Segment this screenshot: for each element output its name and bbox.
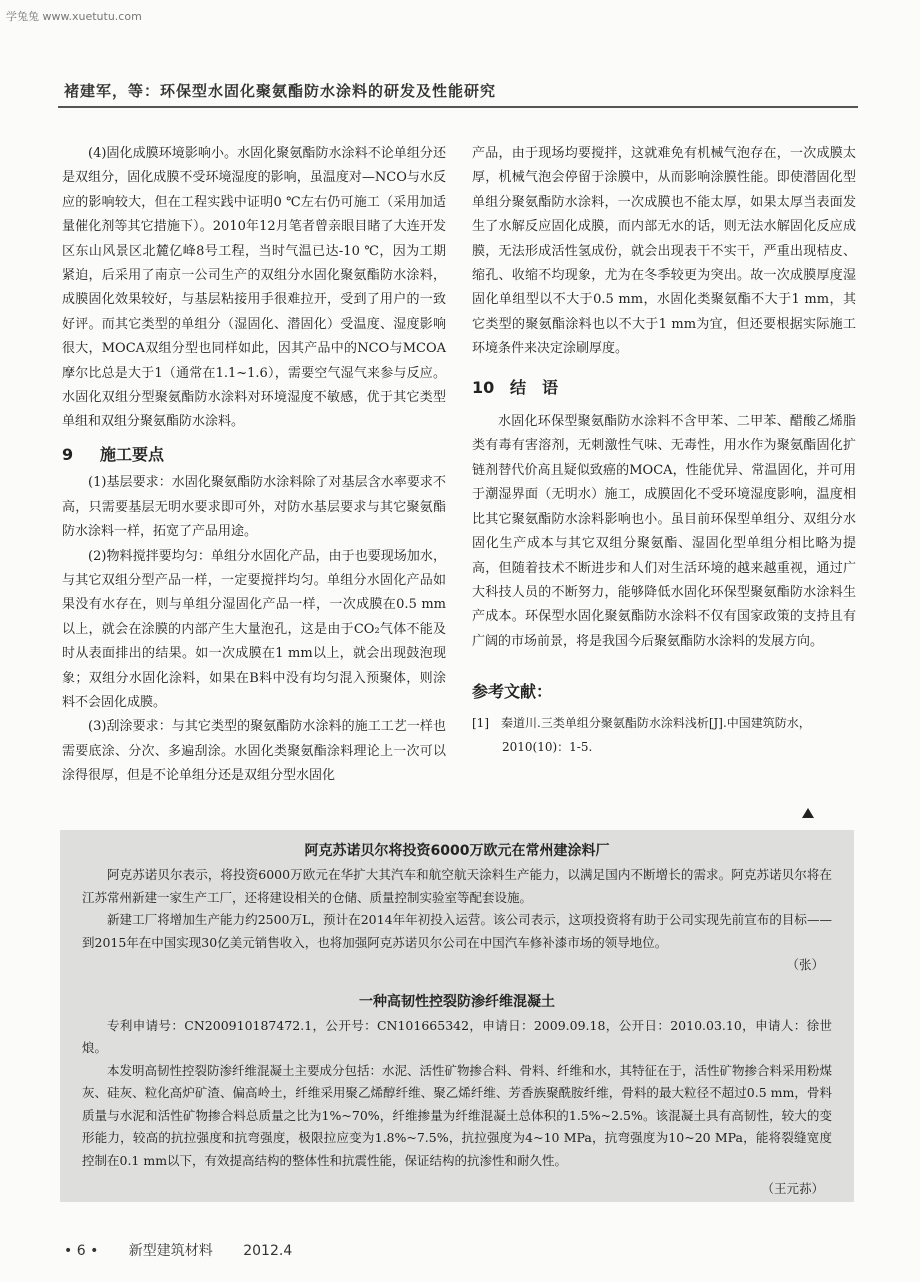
news-title: 阿克苏诺贝尔将投资6000万欧元在常州建涂料厂	[304, 843, 610, 859]
section-title: 结 语	[510, 377, 559, 397]
paragraph: (2)物料搅拌要均匀：单组分水固化产品，由于也要现场加水，与其它双组分型产品一样，一定要搅拌均匀。单组分水固化产品如果没有水存在，则与单组分湿固化产品一样，一次成膜在0.5 mm以上，就会在涂膜的内部产生大量泡孔，这是由于CO₂气体不能及时从表面排出的结果。如一次成膜在1 mm以上，就会出现鼓泡现象；双组分水固化涂料，如果在B料中没有均匀混入预聚体，则涂料不会固化成膜。	[62, 548, 446, 710]
left-column	[62, 142, 446, 789]
journal-name: 新型建筑材料	[128, 1243, 213, 1259]
page-footer	[64, 1240, 318, 1260]
section-title: 施工要点	[100, 444, 165, 464]
reference-item: [1] 秦道川.三类单组分聚氨酯防水涂料浅析[J].中国建筑防水，2010(10)：1-5.	[472, 715, 811, 754]
news-paragraph: 专利申请号：CN200910187472.1，公开号：CN101665342，申请日：2009.09.18，公开日：2010.03.10，申请人：徐世烺。	[82, 1017, 832, 1055]
section-number: 10	[472, 377, 495, 397]
paragraph: (4)固化成膜环境影响小。水固化聚氨酯防水涂料不论单组分还是双组分，固化成膜不受环境湿度的影响，虽温度对—NCO与水反应的影响较大，但在工程实践中证明0 ℃左右仍可施工（采用加适量催化剂等其它措施下）。2010年12月笔者曾亲眼目睹了大连开发区东山风景区北麓亿峰8号工程，当时气温已达-10 ℃，因为工期紧迫，后采用了南京一公司生产的双组分水固化聚氨酯防水涂料，成膜固化效果较好，与基层粘接用手很难拉开，受到了用户的一致好评。而其它类型的单组分（湿固化、潜固化）受温度、湿度影响很大，MOCA双组分型也同样如此，因其产品中的NCO与MCOA摩尔比总是大于1（通常在1.1~1.6），需要空气湿气来参与反应。水固化双组分型聚氨酯防水涂料对环境湿度不敏感，优于其它类型单组和双组分聚氨酯防水涂料。	[62, 146, 446, 430]
paragraph: 水固化环保型聚氨酯防水涂料不含甲苯、二甲苯、醋酸乙烯脂类有毒有害溶剂，无刺激性气味、无毒性，用水作为聚氨酯固化扩链剂替代价高且疑似致癌的MOCA，性能优异、常温固化，并可用于潮湿界面（无明水）施工，成膜固化不受环境湿度影响，温度相比其它聚氨酯防水涂料影响也小。虽目前环保型单组分、双组分水固化生产成本与其它双组分聚氨酯、湿固化型单组分相比略为提高，但随着技术不断进步和人们对生活环境的越来越重视，通过广大科技人员的不断努力，能够降低水固化环保型聚氨酯防水涂料生产成本。环保型水固化聚氨酯防水涂料不仅有国家政策的支持且有广阔的市场前景，将是我国今后聚氨酯防水涂料的发展方向。	[472, 414, 856, 649]
paragraph: (3)刮涂要求：与其它类型的聚氨酯防水涂料的施工工艺一样也需要底涂、分次、多遍刮涂。水固化类聚氨酯涂料理论上一次可以涂得很厚，但是不论单组分还是双组分型水固化	[62, 719, 446, 784]
news-author: （张）	[786, 957, 824, 972]
news-paragraph: 阿克苏诺贝尔表示，将投资6000万欧元在华扩大其汽车和航空航天涂料生产能力，以满足国内不断增长的需求。阿克苏诺贝尔将在江苏常州新建一家生产工厂，还将建设相关的仓储、质量控制实验室等配套设施。	[82, 867, 832, 905]
section-heading	[472, 376, 856, 400]
right-column	[472, 142, 856, 759]
header-rule	[58, 106, 858, 108]
watermark: 学兔兔 www.xuetutu.com	[6, 10, 142, 23]
section-heading	[62, 443, 446, 467]
news-box	[60, 830, 854, 1202]
news-author: （王元荪）	[761, 1181, 824, 1196]
references-heading: 参考文献：	[472, 682, 553, 702]
paragraph: 产品，由于现场均要搅拌，这就难免有机械气泡存在，一次成膜太厚，机械气泡会停留于涂膜中，从而影响涂膜性能。即使潜固化型单组分聚氨酯防水涂料，一次成膜也不能太厚，如果太厚当表面发生了水解反应固化成膜，而内部无水的话，则无法水解固化反应成膜，无法形成活性氢成份，就会出现表干不实干，严重出现桔皮、缩孔、收缩不均现象，尤为在冬季较更为突出。故一次成膜厚度湿固化单组型以不大于0.5 mm，水固化类聚氨酯不大于1 mm，其它类型的聚氨酯涂料也以不大于1 mm为宜，但还要根据实际施工环境条件来决定涂刷厚度。	[472, 146, 856, 357]
news-title: 一种高韧性控裂防渗纤维混凝土	[359, 993, 555, 1010]
issue-number: 2012.4	[243, 1243, 293, 1259]
page-number: • 6 •	[64, 1243, 99, 1259]
news-paragraph: 本发明高韧性控裂防渗纤维混凝土主要成分包括：水泥、活性矿物掺合料、骨料、纤维和水，其特征在于，活性矿物掺合料采用粉煤灰、硅灰、粒化高炉矿渣、偏高岭土，纤维采用聚乙烯醇纤维、聚乙烯纤维、芳香族聚酰胺纤维，骨料的最大粒径不超过0.5 mm，骨料质量与水泥和活性矿物掺合料总质量之比为1%~70%，纤维掺量为纤维混凝土总体积的1.5%~2.5%。该混凝土具有高韧性，较大的变形能力，较高的抗拉强度和抗弯强度，极限拉应变为1.8%~7.5%，抗拉强度为4~10 MPa，抗弯强度为10~20 MPa，能将裂缝宽度控制在0.1 mm以下，有效提高结构的整体性和抗震性能，保证结构的抗渗性和耐久性。	[82, 1062, 833, 1168]
end-mark-icon	[802, 808, 814, 818]
paragraph: (1)基层要求：水固化聚氨酯防水涂料除了对基层含水率要求不高，只需要基层无明水要求即可外，对防水基层要求与其它聚氨酯防水涂料一样，拓宽了产品用途。	[62, 475, 446, 540]
running-header: 褚建军，等：环保型水固化聚氨酯防水涂料的研发及性能研究	[64, 82, 497, 100]
news-paragraph: 新建工厂将增加生产能力约2500万L，预计在2014年年初投入运营。该公司表示，这项投资将有助于公司实现先前宣布的目标——到2015年在中国实现30亿美元销售收入，也将加强阿克苏诺贝尔公司在中国汽车修补漆市场的领导地位。	[82, 912, 832, 950]
section-number: 9	[62, 444, 74, 464]
